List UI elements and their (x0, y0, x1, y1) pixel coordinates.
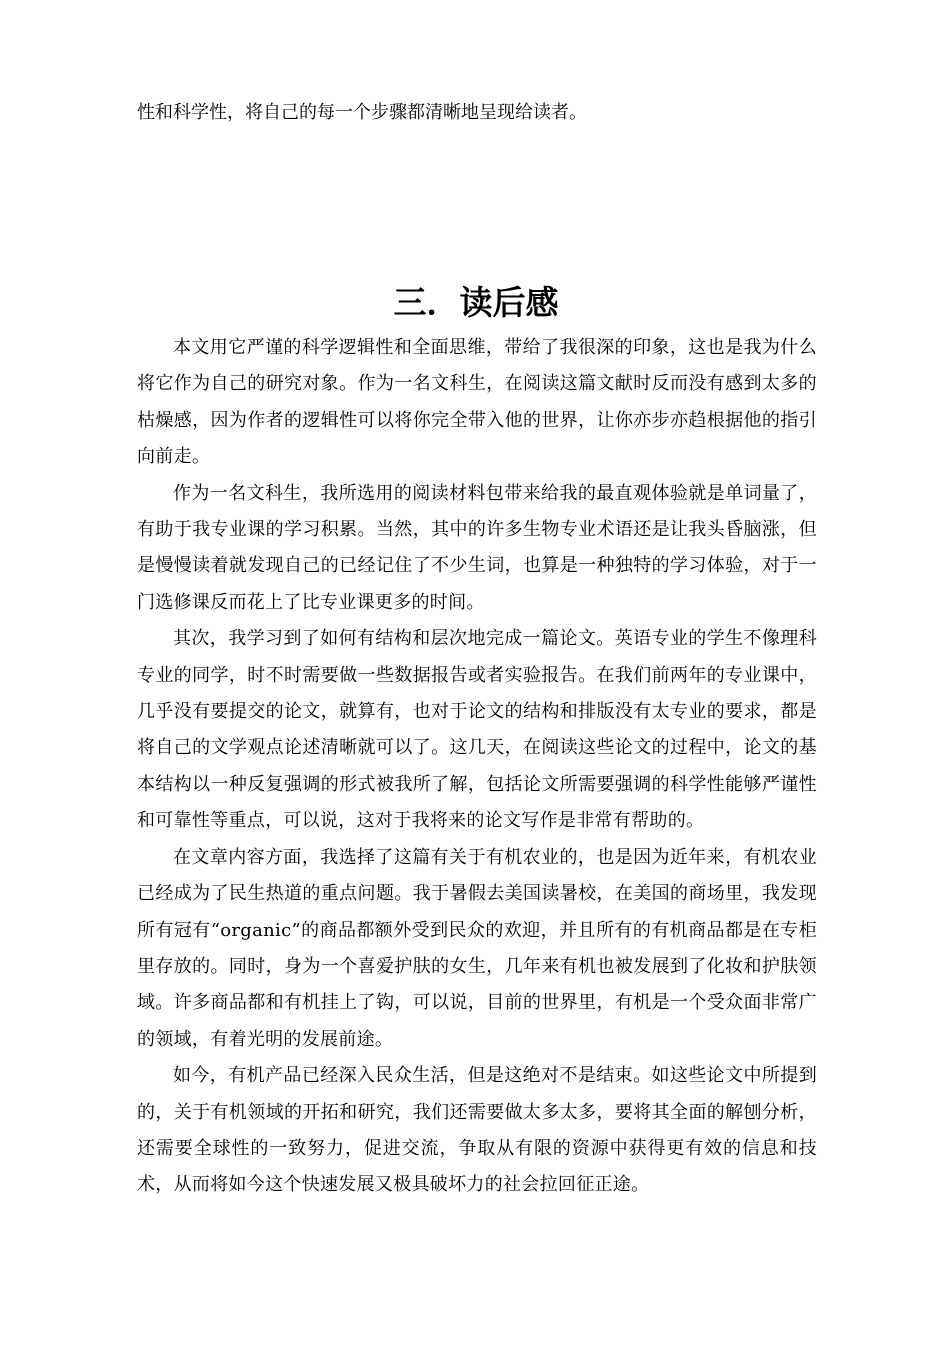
paragraph-5: 如今，有机产品已经深入民众生活，但是这绝对不是结束。如这些论文中所提到的，关于有机领域的开拓和研究，我们还需要做太多太多，要将其全面的解刨分析，还需要全球性的一致努力，促进交流，争取从有限的资源中获得更有效的信息和技术，从而将如今这个快速发展又极具破坏力的社会拉回征正途。 (137, 1065, 817, 1196)
section-body (137, 330, 817, 1204)
paragraph-1: 本文用它严谨的科学逻辑性和全面思维，带给了我很深的印象，这也是我为什么将它作为自己的研究对象。作为一名文科生，在阅读这篇文献时反而没有感到太多的枯燥感，因为作者的逻辑性可以将你完全带入他的世界，让你亦步亦趋根据他的指引向前走。 (137, 337, 817, 468)
paragraph-4: 在文章内容方面，我选择了这篇有关于有机农业的，也是因为近年来，有机农业已经成为了民生热道的重点问题。我于暑假去美国读暑校，在美国的商场里，我发现所有冠有“organic”的商品都额外受到民众的欢迎，并且所有的有机商品都是在专柜里存放的。同时，身为一个喜爱护肤的女生，几年来有机也被发展到了化妆和护肤领域。许多商品都和有机挂上了钩，可以说，目前的世界里，有机是一个受众面非常广的领域，有着光明的发展前途。 (137, 846, 817, 1050)
section-title: 三．读后感 (393, 283, 559, 322)
carryover-line: 性和科学性，将自己的每一个步骤都清晰地呈现给读者。 (137, 102, 587, 123)
paragraph-2: 作为一名文科生，我所选用的阅读材料包带来给我的最直观体验就是单词量了，有助于我专业课的学习积累。当然，其中的许多生物专业术语还是让我头昏脑涨，但是慢慢读着就发现自己的已经记住了不少生词，也算是一种独特的学习体验，对于一门选修课反而花上了比专业课更多的时间。 (137, 482, 817, 613)
paragraph-3: 其次，我学习到了如何有结构和层次地完成一篇论文。英语专业的学生不像理科专业的同学，时不时需要做一些数据报告或者实验报告。在我们前两年的专业课中，几乎没有要提交的论文，就算有，也对于论文的结构和排版没有太专业的要求，都是将自己的文学观点论述清晰就可以了。这几天，在阅读这些论文的过程中，论文的基本结构以一种反复强调的形式被我所了解，包括论文所需要强调的科学性能够严谨性和可靠性等重点，可以说，这对于我将来的论文写作是非常有帮助的。 (137, 628, 817, 832)
